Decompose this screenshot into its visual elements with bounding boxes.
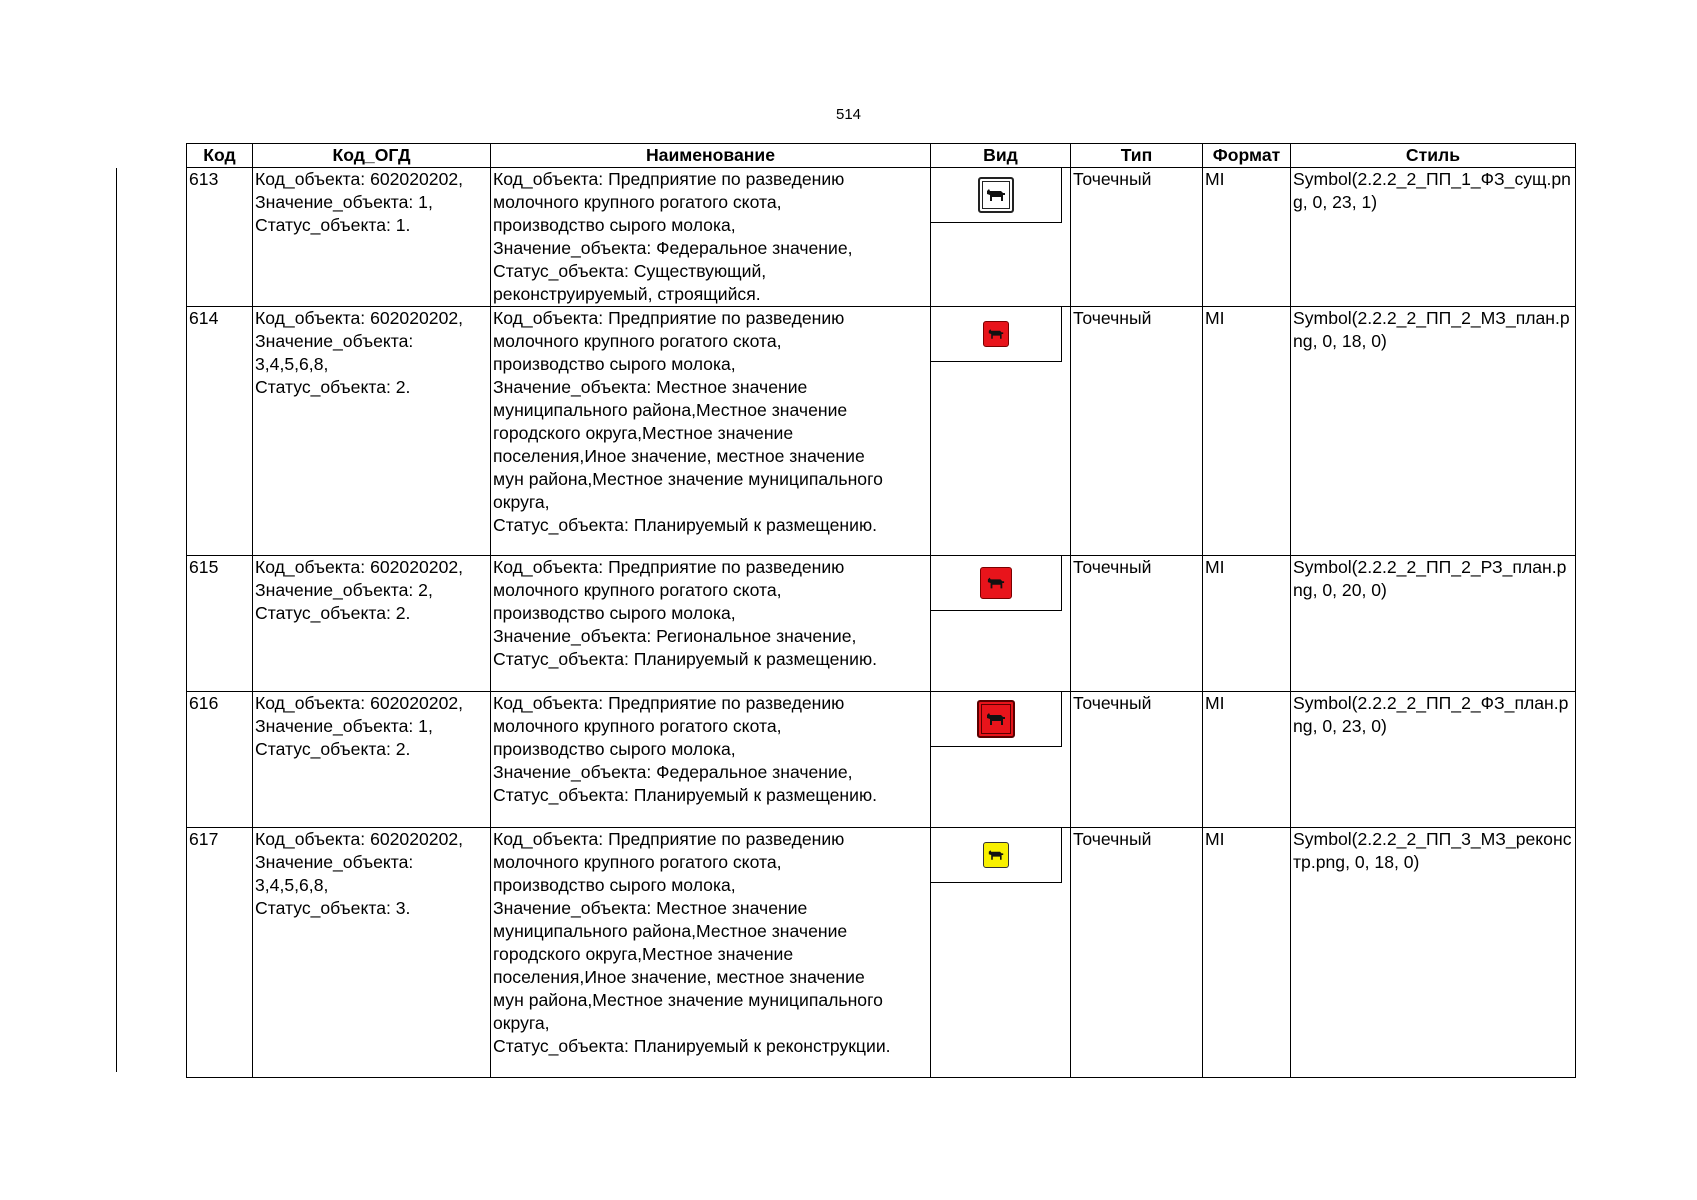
symbol-frame (931, 307, 1062, 362)
cow-planned-local-icon (983, 321, 1009, 347)
row-type: Точечный (1071, 307, 1203, 556)
row-type: Точечный (1071, 692, 1203, 828)
table-row (187, 556, 1576, 692)
cow-planned-federal-icon (977, 700, 1015, 738)
table-row (187, 692, 1576, 828)
header-view: Вид (931, 144, 1071, 168)
header-style: Стиль (1291, 144, 1576, 168)
header-format: Формат (1203, 144, 1291, 168)
cow-planned-regional-icon (980, 567, 1012, 599)
symbol-registry-table (186, 143, 1576, 1078)
row-format: MI (1203, 168, 1291, 307)
row-code: 616 (187, 692, 253, 828)
row-code: 617 (187, 828, 253, 1078)
row-view (931, 556, 1071, 692)
row-code: 614 (187, 307, 253, 556)
row-view (931, 828, 1071, 1078)
row-name: Код_объекта: Предприятие по разведению молочного крупного рогатого скота, производство сырого молока, Значение_объекта: Местное значение муниципального района,Местное значение городского округа,Местное значение поселения,Иное значение, местное значение мун района,Местное значение муниципального округа, Статус_объекта: Планируемый к реконструкции. (491, 828, 931, 1078)
page-number: 514 (835, 106, 862, 123)
header-name: Наименование (491, 144, 931, 168)
header-code: Код (187, 144, 253, 168)
cow-reconstruction-local-icon (983, 842, 1009, 868)
row-format: MI (1203, 556, 1291, 692)
row-ogd: Код_объекта: 602020202, Значение_объекта: 3,4,5,6,8, Статус_объекта: 3. (253, 828, 491, 1078)
row-format: MI (1203, 692, 1291, 828)
row-view (931, 307, 1071, 556)
row-ogd: Код_объекта: 602020202, Значение_объекта: 1, Статус_объекта: 1. (253, 168, 491, 307)
row-view (931, 168, 1071, 307)
row-ogd: Код_объекта: 602020202, Значение_объекта: 2, Статус_объекта: 2. (253, 556, 491, 692)
row-code: 615 (187, 556, 253, 692)
header-type: Тип (1071, 144, 1203, 168)
row-style: Symbol(2.2.2_2_ПП_2_МЗ_план.png, 0, 18, 0) (1291, 307, 1576, 556)
symbol-frame (931, 168, 1062, 223)
cow-existing-icon (978, 177, 1014, 213)
symbol-frame (931, 692, 1062, 747)
row-type: Точечный (1071, 828, 1203, 1078)
row-style: Symbol(2.2.2_2_ПП_3_МЗ_реконстр.png, 0, 18, 0) (1291, 828, 1576, 1078)
row-format: MI (1203, 307, 1291, 556)
symbol-frame (931, 556, 1062, 611)
header-row (187, 144, 1576, 168)
row-name: Код_объекта: Предприятие по разведению молочного крупного рогатого скота, производство сырого молока, Значение_объекта: Региональное значение, Статус_объекта: Планируемый к размещению. (491, 556, 931, 692)
row-style: Symbol(2.2.2_2_ПП_1_ФЗ_сущ.png, 0, 23, 1) (1291, 168, 1576, 307)
table-row (187, 307, 1576, 556)
symbol-frame (931, 828, 1062, 883)
margin-line (116, 168, 117, 1072)
table-row (187, 168, 1576, 307)
row-type: Точечный (1071, 556, 1203, 692)
row-name: Код_объекта: Предприятие по разведению молочного крупного рогатого скота, производство сырого молока, Значение_объекта: Федеральное значение, Статус_объекта: Существующий, реконструируемый, строящийся. (491, 168, 931, 307)
row-ogd: Код_объекта: 602020202, Значение_объекта: 1, Статус_объекта: 2. (253, 692, 491, 828)
table-row (187, 828, 1576, 1078)
row-style: Symbol(2.2.2_2_ПП_2_РЗ_план.png, 0, 20, 0) (1291, 556, 1576, 692)
row-name: Код_объекта: Предприятие по разведению молочного крупного рогатого скота, производство сырого молока, Значение_объекта: Федеральное значение, Статус_объекта: Планируемый к размещению. (491, 692, 931, 828)
row-style: Symbol(2.2.2_2_ПП_2_ФЗ_план.png, 0, 23, 0) (1291, 692, 1576, 828)
row-name: Код_объекта: Предприятие по разведению молочного крупного рогатого скота, производство сырого молока, Значение_объекта: Местное значение муниципального района,Местное значение городского округа,Местное значение поселения,Иное значение, местное значение мун района,Местное значение муниципального округа, Статус_объекта: Планируемый к размещению. (491, 307, 931, 556)
row-ogd: Код_объекта: 602020202, Значение_объекта: 3,4,5,6,8, Статус_объекта: 2. (253, 307, 491, 556)
row-type: Точечный (1071, 168, 1203, 307)
header-ogd: Код_ОГД (253, 144, 491, 168)
row-format: MI (1203, 828, 1291, 1078)
row-code: 613 (187, 168, 253, 307)
row-view (931, 692, 1071, 828)
